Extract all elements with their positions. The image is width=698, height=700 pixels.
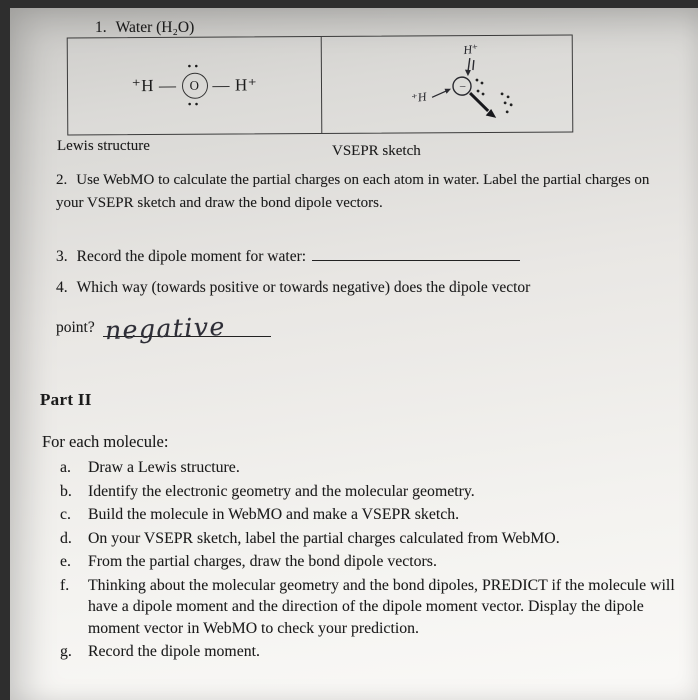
question-3-number: 3. [56, 248, 68, 265]
structures-box [67, 34, 574, 135]
question-4-text: Which way (towards positive or towards negative) does the dipole vector [76, 279, 531, 296]
lewis-structure-drawing [131, 60, 258, 111]
lone-pair-dots-top: •• [187, 60, 202, 73]
list-item [60, 551, 682, 573]
list-item-text: Identify the electronic geometry and the molecular geometry. [88, 482, 475, 500]
question-4 [56, 279, 530, 297]
question-2 [56, 169, 656, 216]
vsepr-sketch-drawing [380, 38, 566, 129]
handwritten-answer: negative [104, 311, 226, 346]
lewis-bond-left: — [158, 75, 177, 95]
list-item-letter: f. [60, 576, 70, 594]
question-3-text: Record the dipole moment for water: [76, 248, 307, 265]
list-item [60, 504, 682, 526]
lewis-bond-right: — [212, 75, 231, 95]
vsepr-top-hydrogen: H⁺ [462, 41, 480, 58]
part-2-instruction-list [60, 457, 682, 665]
list-item-letter: g. [60, 643, 72, 660]
partial-charge-dots-icon [501, 92, 513, 113]
question-1-text: Water (H₂O) [115, 19, 195, 36]
list-item-text: Build the molecule in WebMO and make a VSEPR sketch. [88, 506, 460, 523]
circled-oxygen-icon [453, 77, 471, 95]
question-1-number: 1. [95, 19, 107, 36]
list-item-letter: a. [60, 459, 71, 476]
worksheet-page [10, 8, 698, 700]
vsepr-sketch-caption: VSEPR sketch [332, 143, 421, 159]
vsepr-sketch-cell [322, 35, 573, 133]
dipole-vector-arrow-icon [470, 93, 496, 118]
question-3 [56, 246, 520, 266]
list-item-letter: c. [60, 506, 71, 523]
list-item-letter: e. [60, 553, 71, 570]
lewis-oxygen-symbol: O [189, 77, 200, 93]
answer-underline [103, 308, 271, 346]
question-4-number: 4. [56, 279, 68, 296]
question-4-prompt: point? [56, 319, 95, 336]
list-item-text: Thinking about the molecular geometry and the bond dipoles, PREDICT if the molecule will have a dipole moment and the direction of the dipole moment vector. Display the dipole moment vector in WebMO to check your prediction. [88, 576, 675, 637]
list-item [60, 575, 682, 640]
part-2-intro: For each molecule: [42, 432, 169, 451]
lewis-oxygen-atom [181, 60, 207, 111]
question-4-answer-line [56, 308, 271, 346]
lewis-structure-caption: Lewis structure [57, 138, 150, 154]
vsepr-oxygen-charge: − [458, 79, 467, 94]
bond-arrow-icon [432, 89, 451, 98]
question-2-text: Use WebMO to calculate the partial charges on each atom in water. Label the partial charges on your VSEPR sketch and draw the bond dipole vectors. [56, 172, 650, 212]
vsepr-left-hydrogen: ⁺H [410, 89, 428, 106]
lone-pair-dots-bottom: •• [187, 98, 202, 111]
list-item-text: From the partial charges, draw the bond dipole vectors. [88, 553, 437, 570]
list-item-letter: d. [60, 529, 72, 547]
question-2-number: 2. [56, 172, 68, 188]
question-1-title [95, 19, 194, 37]
answer-blank-line [312, 246, 520, 261]
lewis-left-hydrogen: ⁺H [131, 76, 155, 96]
down-arrow-icon [465, 58, 474, 76]
list-item-text: Record the dipole moment. [88, 643, 260, 660]
list-item-text: Draw a Lewis structure. [88, 459, 240, 476]
list-item [60, 641, 682, 663]
list-item [60, 457, 682, 479]
list-item-letter: b. [60, 482, 72, 500]
part-2-heading: Part II [40, 390, 92, 409]
lone-pair-dots-icon [476, 79, 485, 96]
list-item [60, 528, 682, 550]
list-item [60, 481, 682, 503]
lewis-right-hydrogen: H⁺ [234, 75, 258, 95]
lewis-structure-cell [68, 37, 323, 135]
list-item-text: On your VSEPR sketch, label the partial charges calculated from WebMO. [88, 529, 560, 547]
